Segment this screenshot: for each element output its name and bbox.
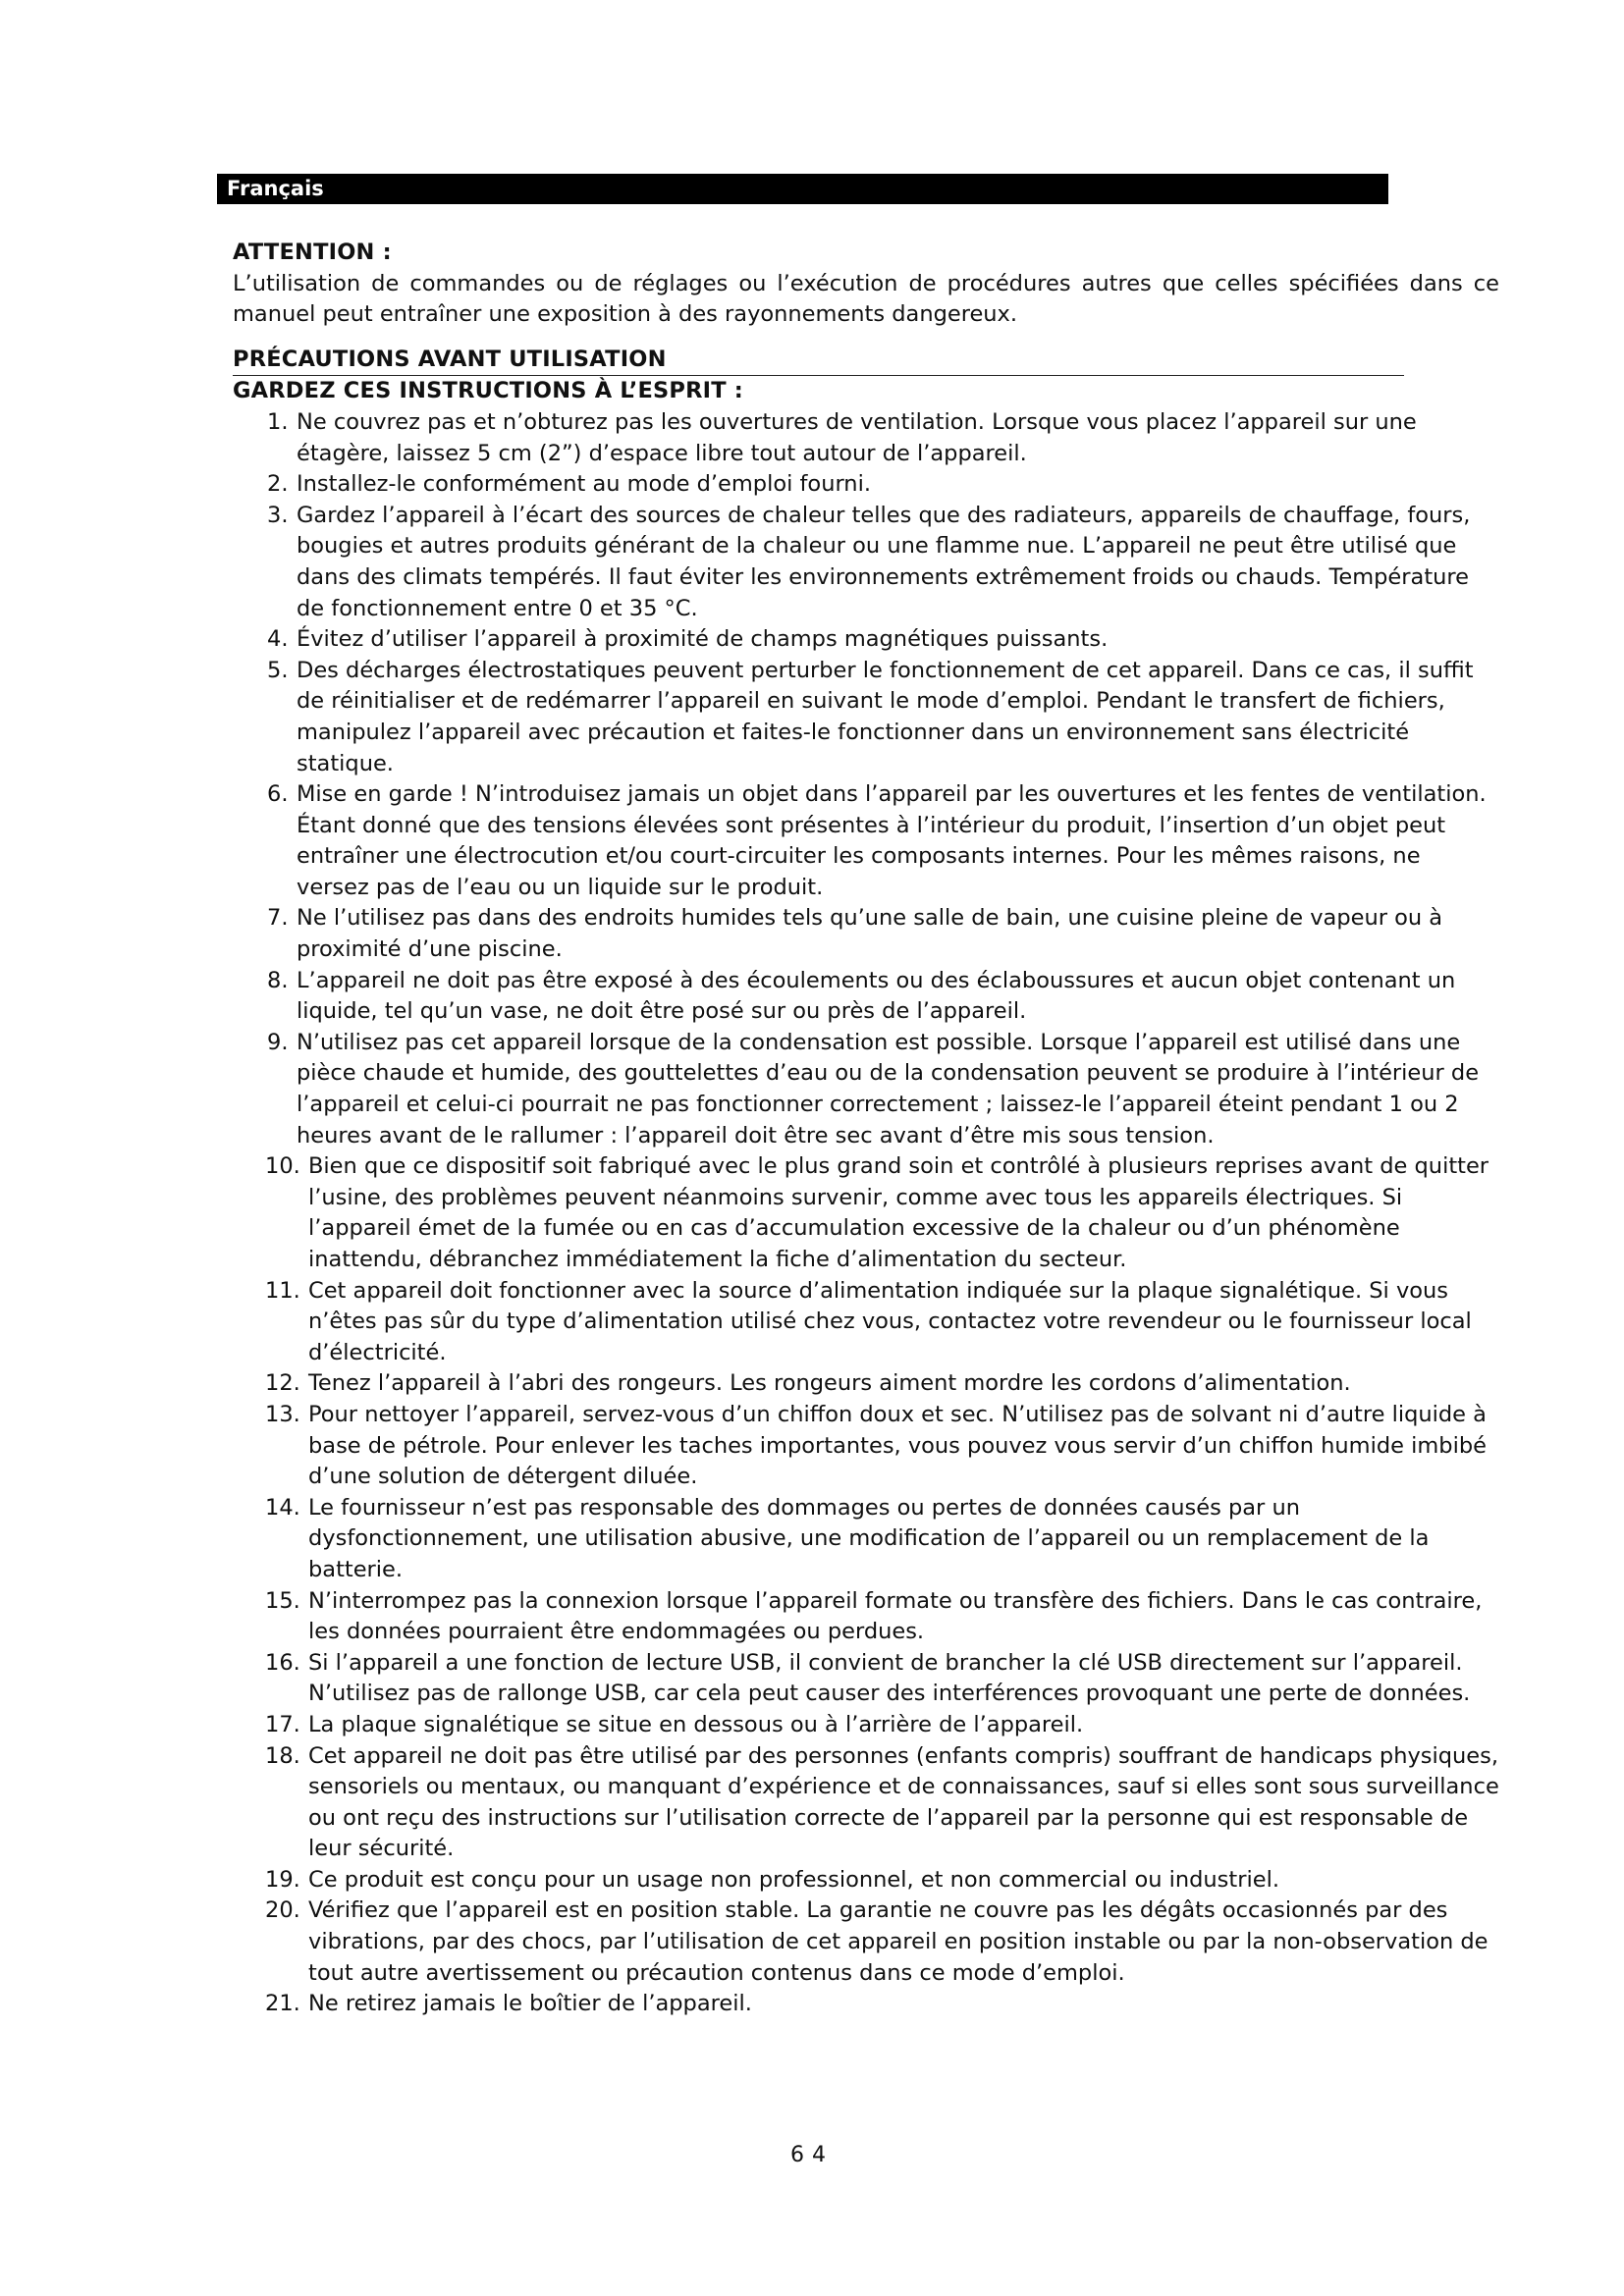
list-item [233,656,1499,779]
item-text: Ce produit est conçu pour un usage non professionnel, et non commercial ou industriel. [308,1866,1279,1893]
page-number: 64 [790,2143,834,2167]
list-item [233,1865,1499,1896]
item-number: 8. [267,967,289,993]
item-text: Le fournisseur n’est pas responsable des dommages ou pertes de données causés par un dysfonctionnement, une utilisation abusive, une modification de l’appareil ou un remplacement de la batterie. [308,1494,1430,1582]
instructions-subheading: GARDEZ CES INSTRUCTIONS À L’ESPRIT : [233,378,743,404]
list-item [233,903,1499,965]
item-number: 21. [265,1991,300,2017]
item-number: 20. [265,1897,300,1924]
item-number: 4. [267,626,289,653]
item-text: Si l’appareil a une fonction de lecture USB, il convient de brancher la clé USB directement sur l’appareil. N’utilisez pas de rallonge USB, car cela peut causer des interférences provoquant une perte de données. [308,1649,1471,1707]
item-number: 6. [267,781,289,808]
item-number: 10. [265,1153,300,1180]
list-item [233,469,1499,501]
item-text: L’appareil ne doit pas être exposé à des écoulements ou des éclaboussures et aucun objet contenant un liquide, tel qu’un vase, ne doit être posé sur ou près de l’appareil. [297,967,1456,1025]
item-text: Ne couvrez pas et n’obturez pas les ouvertures de ventilation. Lorsque vous placez l’appareil sur une étagère, laissez 5 cm (2”) d’espace libre tout autour de l’appareil. [297,408,1417,466]
precautions-heading: PRÉCAUTIONS AVANT UTILISATION [233,345,1404,377]
list-item [233,501,1499,624]
item-number: 9. [267,1029,289,1055]
list-item [233,1028,1499,1151]
item-text: Ne retirez jamais le boîtier de l’appareil. [308,1991,752,2017]
list-item [233,1710,1499,1741]
item-number: 17. [265,1711,300,1737]
item-text: Mise en garde ! N’introduisez jamais un objet dans l’appareil par les ouvertures et les fentes de ventilation. Étant donné que des tensions élevées sont présentes à l’intérieur du produit, l’insertion d’un objet peut entraîner une électrocution et/ou court-circuiter les composants internes. Pour les mêmes raisons, ne versez pas de l’eau ou un liquide sur le produit. [297,781,1487,900]
list-item [233,1648,1499,1710]
item-text: N’utilisez pas cet appareil lorsque de la condensation est possible. Lorsque l’appareil est utilisé dans une pièce chaude et humide, des gouttelettes d’eau ou de la condensation peuvent se produire à l’intérieur de l’appareil et celui-ci pourrait ne pas fonctionner correctement ; laissez-le l’appareil éteint pendant 1 ou 2 heures avant de le rallumer : l’appareil doit être sec avant d’être mis sous tension. [297,1029,1480,1148]
item-number: 14. [265,1494,300,1521]
list-item [233,1276,1499,1369]
list-item [233,1493,1499,1586]
list-item [233,1741,1499,1865]
item-number: 7. [267,905,289,932]
language-header-bar [217,174,1388,204]
item-number: 18. [265,1742,300,1769]
list-item [233,1896,1499,1989]
item-number: 15. [265,1587,300,1614]
list-item [233,779,1499,903]
item-text: Cet appareil doit fonctionner avec la source d’alimentation indiquée sur la plaque signalétique. Si vous n’êtes pas sûr du type d’alimentation utilisé chez vous, contactez votre revendeur ou le fournisseur local d’électricité. [308,1277,1472,1365]
item-text: Vérifiez que l’appareil est en position stable. La garantie ne couvre pas les dégâts occasionnés par des vibrations, par des chocs, par l’utilisation de cet appareil en position instable ou par la non-observation de tout autre avertissement ou précaution contenus dans ce mode d’emploi. [308,1897,1489,1986]
item-number: 19. [265,1866,300,1893]
item-number: 12. [265,1370,300,1397]
list-item [233,966,1499,1028]
item-text: Cet appareil ne doit pas être utilisé par des personnes (enfants compris) souffrant de handicaps physiques, sensoriels ou mentaux, ou manquant d’expérience et de connaissances, sauf si elles sont sous surveillance ou ont reçu des instructions sur l’utilisation correcte de l’appareil par la personne qui est responsable de leur sécurité. [308,1742,1499,1862]
item-text: Installez-le conformément au mode d’emploi fourni. [297,471,871,498]
item-text: Gardez l’appareil à l’écart des sources de chaleur telles que des radiateurs, appareils de chauffage, fours, bougies et autres produits générant de la chaleur ou une flamme nue. L’appareil ne peut être utilisé que dans des climats tempérés. Il faut éviter les environnements extrêmement froids ou chauds. Température de fonctionnement entre 0 et 35 °C. [297,502,1471,621]
item-text: N’interrompez pas la connexion lorsque l’appareil formate ou transfère des fichiers. Dans le cas contraire, les données pourraient être endommagées ou perdues. [308,1587,1483,1645]
precautions-list [233,407,1499,2020]
list-item [233,1586,1499,1648]
item-text: Ne l’utilisez pas dans des endroits humides tels qu’une salle de bain, une cuisine pleine de vapeur ou à proximité d’une piscine. [297,905,1443,963]
list-item [233,1151,1499,1275]
language-label: Français [227,177,324,200]
attention-title: ATTENTION : [233,240,392,265]
item-text: Évitez d’utiliser l’appareil à proximité de champs magnétiques puissants. [297,626,1109,653]
document-body [233,238,1499,2020]
item-number: 16. [265,1649,300,1676]
item-text: Tenez l’appareil à l’abri des rongeurs. Les rongeurs aiment mordre les cordons d’alimentation. [308,1370,1351,1397]
item-text: Pour nettoyer l’appareil, servez-vous d’un chiffon doux et sec. N’utilisez pas de solvant ni d’autre liquide à base de pétrole. Pour enlever les taches importantes, vous pouvez vous servir d’un chiffon humide imbibé d’une solution de détergent diluée. [308,1401,1487,1490]
item-text: Des décharges électrostatiques peuvent perturber le fonctionnement de cet appareil. Dans ce cas, il suffit de réinitialiser et de redémarrer l’appareil en suivant le mode d’emploi. Pendant le transfert de fichiers, manipulez l’appareil avec précaution et faites-le fonctionner dans un environnement sans électricité statique. [297,657,1474,776]
item-number: 11. [265,1277,300,1304]
item-number: 2. [267,471,289,498]
item-text: Bien que ce dispositif soit fabriqué avec le plus grand soin et contrôlé à plusieurs reprises avant de quitter l’usine, des problèmes peuvent néanmoins survenir, comme avec tous les appareils électriques. Si l’appareil émet de la fumée ou en cas d’accumulation excessive de la chaleur ou d’un phénomène inattendu, débranchez immédiatement la fiche d’alimentation du secteur. [308,1153,1489,1272]
list-item [233,1368,1499,1400]
item-number: 5. [267,657,289,683]
item-number: 1. [267,408,289,435]
attention-text: L’utilisation de commandes ou de réglages ou l’exécution de procédures autres que celles spécifiées dans ce manuel peut entraîner une exposition à des rayonnements dangereux. [233,270,1499,328]
item-text: La plaque signalétique se situe en dessous ou à l’arrière de l’appareil. [308,1711,1084,1737]
list-item [233,624,1499,656]
list-item [233,1989,1499,2020]
list-item [233,407,1499,469]
item-number: 13. [265,1401,300,1427]
item-number: 3. [267,502,289,528]
list-item [233,1400,1499,1493]
